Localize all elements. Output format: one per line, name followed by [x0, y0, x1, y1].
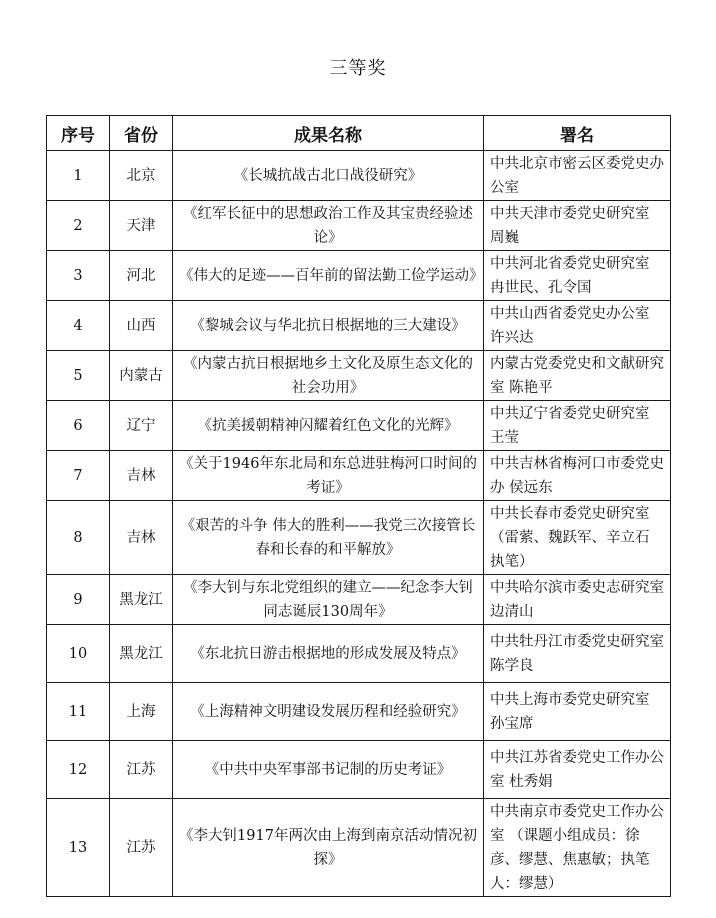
row-province: 山西 — [110, 301, 173, 351]
row-province: 吉林 — [110, 451, 173, 501]
row-work: 《李大钊1917年两次由上海到南京活动情况初探》 — [173, 799, 484, 897]
table-row — [47, 351, 671, 401]
row-work: 《中共中央军事部书记制的历史考证》 — [173, 741, 484, 799]
row-no: 4 — [47, 301, 110, 351]
row-work: 《抗美援朝精神闪耀着红色文化的光辉》 — [173, 401, 484, 451]
row-province: 江苏 — [110, 799, 173, 897]
row-work: 《伟大的足迹——百年前的留法勤工俭学运动》 — [173, 251, 484, 301]
table-row — [47, 683, 671, 741]
row-work: 《东北抗日游击根据地的形成发展及特点》 — [173, 625, 484, 683]
award-table — [46, 115, 671, 897]
row-work: 《李大钊与东北党组织的建立——纪念李大钊同志诞辰130周年》 — [173, 575, 484, 625]
row-province: 内蒙古 — [110, 351, 173, 401]
table-row — [47, 625, 671, 683]
table-row — [47, 799, 671, 897]
row-author: 中共河北省委党史研究室 冉世民、孔令国 — [484, 251, 671, 301]
row-no: 6 — [47, 401, 110, 451]
row-author: 中共山西省委党史办公室 许兴达 — [484, 301, 671, 351]
row-work: 《上海精神文明建设发展历程和经验研究》 — [173, 683, 484, 741]
row-work: 《长城抗战古北口战役研究》 — [173, 151, 484, 201]
row-no: 2 — [47, 201, 110, 251]
row-no: 7 — [47, 451, 110, 501]
row-work: 《艰苦的斗争 伟大的胜利——我党三次接管长春和长春的和平解放》 — [173, 501, 484, 575]
header-author: 署名 — [484, 116, 671, 151]
header-province: 省份 — [110, 116, 173, 151]
row-no: 3 — [47, 251, 110, 301]
row-no: 5 — [47, 351, 110, 401]
row-author: 中共江苏省委党史工作办公室 杜秀娟 — [484, 741, 671, 799]
row-province: 天津 — [110, 201, 173, 251]
row-author: 中共上海市委党史研究室 孙宝席 — [484, 683, 671, 741]
row-author: 内蒙古党委党史和文献研究室 陈艳平 — [484, 351, 671, 401]
table-header-row — [47, 116, 671, 151]
table-row — [47, 451, 671, 501]
header-work: 成果名称 — [173, 116, 484, 151]
row-work: 《内蒙古抗日根据地乡土文化及原生态文化的社会功用》 — [173, 351, 484, 401]
table-row — [47, 251, 671, 301]
row-no: 9 — [47, 575, 110, 625]
row-no: 10 — [47, 625, 110, 683]
row-author: 中共长春市委党史研究室（雷萦、魏跃军、辛立石 执笔） — [484, 501, 671, 575]
row-work: 《关于1946年东北局和东总进驻梅河口时间的考证》 — [173, 451, 484, 501]
table-row — [47, 201, 671, 251]
row-no: 8 — [47, 501, 110, 575]
row-author: 中共哈尔滨市委史志研究室 边清山 — [484, 575, 671, 625]
row-no: 13 — [47, 799, 110, 897]
table-row — [47, 575, 671, 625]
row-province: 黑龙江 — [110, 575, 173, 625]
table-row — [47, 501, 671, 575]
table-row — [47, 401, 671, 451]
row-author: 中共牡丹江市委党史研究室 陈学良 — [484, 625, 671, 683]
page-title: 三等奖 — [329, 58, 387, 79]
row-province: 黑龙江 — [110, 625, 173, 683]
row-author: 中共南京市委党史工作办公室 （课题小组成员：徐彦、缪慧、焦惠敏；执笔人：缪慧） — [484, 799, 671, 897]
row-no: 12 — [47, 741, 110, 799]
row-no: 11 — [47, 683, 110, 741]
row-province: 北京 — [110, 151, 173, 201]
row-author: 中共辽宁省委党史研究室 王莹 — [484, 401, 671, 451]
row-author: 中共天津市委党史研究室 周巍 — [484, 201, 671, 251]
row-province: 江苏 — [110, 741, 173, 799]
row-province: 辽宁 — [110, 401, 173, 451]
table-row — [47, 301, 671, 351]
row-no: 1 — [47, 151, 110, 201]
row-province: 吉林 — [110, 501, 173, 575]
row-work: 《红军长征中的思想政治工作及其宝贵经验述论》 — [173, 201, 484, 251]
table-row — [47, 741, 671, 799]
row-province: 上海 — [110, 683, 173, 741]
row-author: 中共吉林省梅河口市委党史办 侯远东 — [484, 451, 671, 501]
row-work: 《黎城会议与华北抗日根据地的三大建设》 — [173, 301, 484, 351]
row-author: 中共北京市密云区委党史办公室 — [484, 151, 671, 201]
table-row — [47, 151, 671, 201]
row-province: 河北 — [110, 251, 173, 301]
header-no: 序号 — [47, 116, 110, 151]
